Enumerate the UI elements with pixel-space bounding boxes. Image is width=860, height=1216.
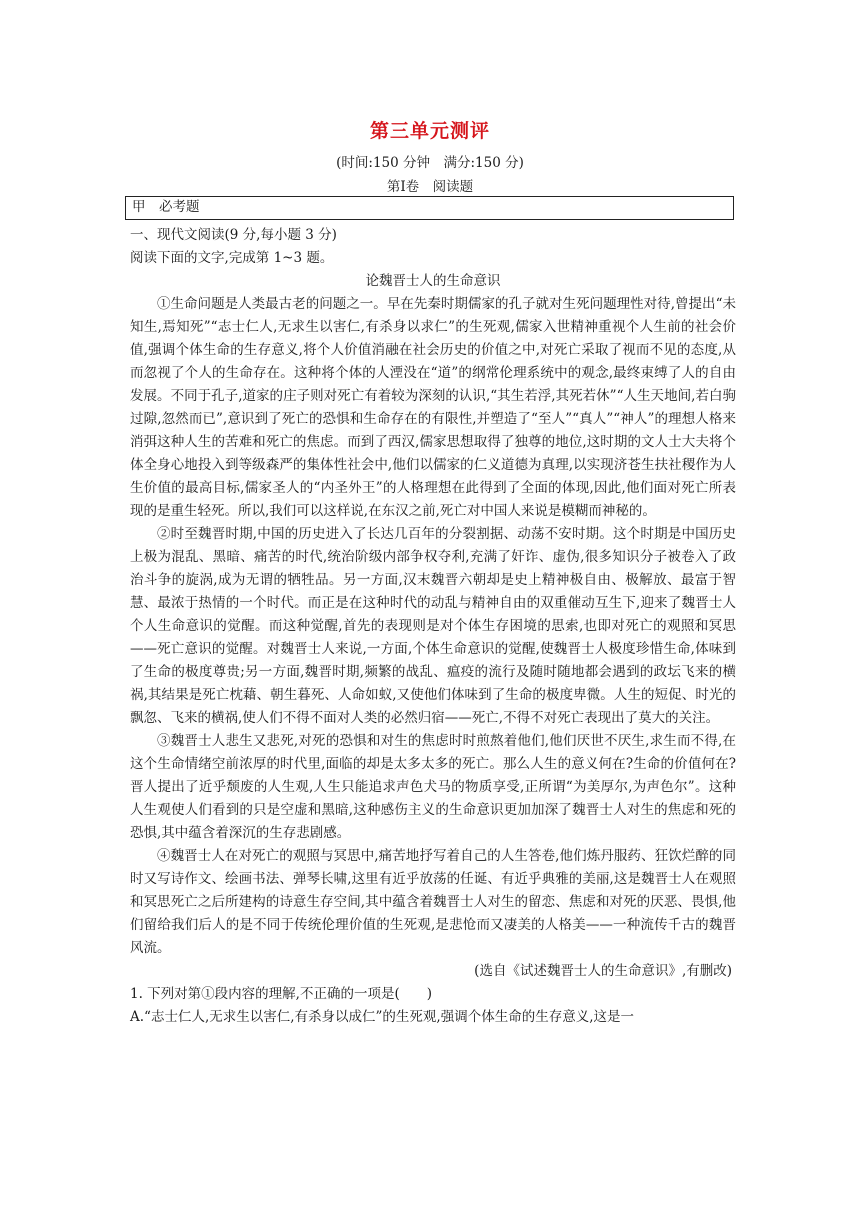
paragraph-4: ④魏晋士人在对死亡的观照与冥思中,痛苦地抒写着自己的人生答卷,他们炼丹服药、狂饮烂醉的同时又写诗作文、绘画书法、弹琴长啸,这里有近乎放荡的任诞、有近乎典雅的美丽,这是魏晋士人在观照和冥思死亡之后所建构的诗意生存空间,其中蕴含着魏晋士人对生的留恋、焦虑和对死的厌恶、畏惧,他们留给我们后人的是不同于传统伦理价值的生死观,是悲怆而又凄美的人格美——一种流传千古的魏晋风流。 (130, 848, 736, 956)
paragraph-2: ②时至魏晋时期,中国的历史进入了长达几百年的分裂割据、动荡不安时期。这个时期是中国历史上极为混乱、黑暗、痛苦的时代,统治阶级内部争权夺利,充满了奸诈、虚伪,很多知识分子被卷入了政治斗争的旋涡,成为无谓的牺牲品。另一方面,汉末魏晋六朝却是史上精神极自由、极解放、最富于智慧、最浓于热情的一个时代。而正是在这种时代的动乱与精神自由的双重催动互生下,迎来了魏晋士人个人生命意识的觉醒。而这种觉醒,首先的表现则是对个体生存困境的思索,也即对死亡的观照和冥思——死亡意识的觉醒。对魏晋士人来说,一方面,个体生命意识的觉醒,使魏晋士人极度珍惜生命,体味到了生命的极度尊贵;另一方面,魏晋时期,频繁的战乱、瘟疫的流行及随时随地都会遇到的政坛飞来的横祸,其结果是死亡枕藉、朝生暮死、人命如蚁,又使他们体味到了生命的极度卑微。人生的短促、时光的飘忽、飞来的横祸,使人们不得不面对人类的必然归宿——死亡,不得不对死亡表现出了莫大的关注。 (130, 526, 736, 726)
option-a: A.“志士仁人,无求生以害仁,有杀身以成仁”的生死观,强调个体生命的生存意义,这是一 (130, 1009, 635, 1025)
article-title: 论魏晋士人的生命意识 (365, 273, 501, 289)
paragraph-3: ③魏晋士人悲生又悲死,对死的恐惧和对生的焦虑时时煎熬着他们,他们厌世不厌生,求生而不得,在这个生命情绪空前浓厚的时代里,面临的却是太多太多的死亡。那么人生的意义何在?生命的价值何在?晋人提出了近乎颓废的人生观,人生只能追求声色犬马的物质享受,正所谓“为美厚尔,为声色尔”。这种人生观使人们看到的只是空虚和黑暗,这种感伤主义的生命意识更加加深了魏晋士人对生的焦虑和死的恐惧,其中蕴含着深沉的生存悲剧感。 (130, 733, 736, 841)
paragraph-1: ①生命问题是人类最古老的问题之一。早在先秦时期儒家的孔子就对生死问题理性对待,曾提出“未知生,焉知死”“志士仁人,无求生以害仁,有杀身以求仁”的生死观,儒家入世精神重视个人生前的社会价值,强调个体生命的生存意义,将个人价值消融在社会历史的价值之中,对死亡采取了视而不见的态度,从而忽视了个人的生命存在。这种将个体的人湮没在“道”的纲常伦理系统中的观念,最终束缚了人的自由发展。不同于孔子,道家的庄子则对死亡有着较为深刻的认识,“其生若浮,其死若休”“人生天地间,若白驹过隙,忽然而已”,意识到了死亡的恐惧和生命存在的有限性,并塑造了“至人”“真人”“神人”的理想人格来消弭这种人生的苦难和死亡的焦虑。而到了西汉,儒家思想取得了独尊的地位,这时期的文人士大夫将个体全身心地投入到等级森严的集体性社会中,他们以儒家的仁义道德为真理,以实现济苍生扶社稷作为人生价值的最高目标,儒家圣人的“内圣外王”的人格理想在此得到了全面的体现,因此,他们面对死亡所表现的是重生轻死。所以,我们可以这样说,在东汉之前,死亡对中国人来说是模糊而神秘的。 (130, 296, 736, 519)
question-stem: 1. 下列对第①段内容的理解,不正确的一项是( ) (130, 986, 432, 1002)
exam-meta: (时间:150 分钟 满分:150 分) (336, 155, 524, 171)
section-box: 甲 必考题 (125, 196, 734, 220)
instruction: 阅读下面的文字,完成第 1~3 题。 (130, 250, 334, 266)
reading-content (130, 224, 736, 1029)
article-source: (选自《试述魏晋士人的生命意识》,有删改) (474, 963, 732, 979)
volume-heading: 第Ⅰ卷 阅读题 (386, 179, 474, 195)
page-title: 第三单元测评 (369, 120, 490, 142)
part-heading: 一、现代文阅读(9 分,每小题 3 分) (130, 227, 337, 243)
